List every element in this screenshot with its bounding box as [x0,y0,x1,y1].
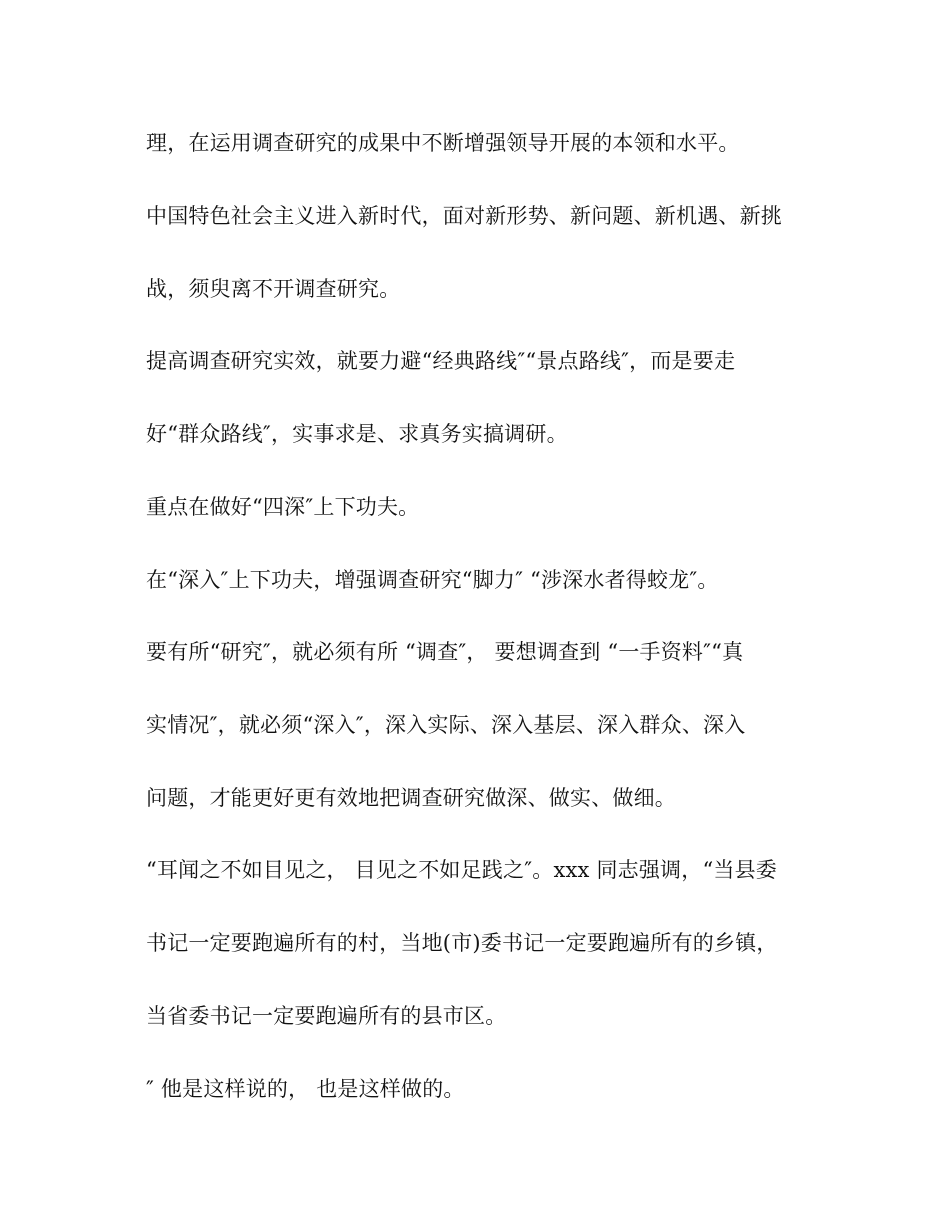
text-line: 在“深入″上下功夫，增强调查研究“脚力″ “涉深水者得蛟龙″。 [146,568,719,592]
text-line: 实情况″，就必须“深入″，深入实际、深入基层、深入群众、深入 [146,713,746,737]
text-line: 中国特色社会主义进入新时代，面对新形势、新问题、新机遇、新挑 [146,204,782,228]
text-line: 问题，才能更好更有效地把调查研究做深、做实、做细。 [146,786,676,810]
text-line: 理，在运用调查研究的成果中不断增强领导开展的本领和水平。 [146,131,740,155]
text-line: ″ 他是这样说的， 也是这样做的。 [146,1077,465,1101]
text-line: 战，须臾离不开调查研究。 [146,277,401,301]
text-line: 好“群众路线″，实事求是、求真务实搞调研。 [146,422,568,446]
text-line: “耳闻之不如目见之， 目见之不如足践之″。xxx 同志强调，“当县委 [146,858,777,882]
text-line: 提高调查研究实效，就要力避“经典路线″“景点路线″，而是要走 [146,349,736,373]
text-line: 当省委书记一定要跑遍所有的县市区。 [146,1004,507,1028]
text-line: 书记一定要跑遍所有的村，当地(市)委书记一定要跑遍所有的乡镇， [146,931,778,955]
text-line: 重点在做好“四深″上下功夫。 [146,495,420,519]
text-line: 要有所“研究″，就必须有所 “调查″， 要想调查到 “一手资料″“真 [146,640,744,664]
